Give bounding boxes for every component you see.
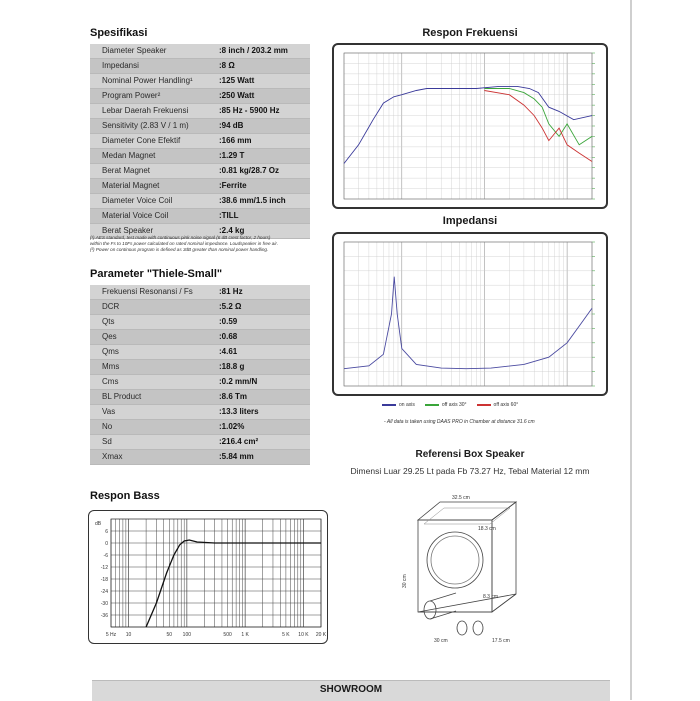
- y-unit-label: dB: [95, 521, 102, 527]
- y-tick-label: -18: [100, 577, 108, 583]
- spec-row: [90, 390, 310, 405]
- spec-value: :125 Watt: [219, 76, 255, 85]
- spec-row: [90, 179, 310, 194]
- spec-value: :0.59: [219, 317, 238, 326]
- spec-value: :5.2 Ω: [219, 302, 242, 311]
- spec-label: Qms: [102, 347, 119, 356]
- legend-item-on-axis: [382, 402, 415, 408]
- spec-label: Qts: [102, 317, 115, 326]
- respon-bass-title: Respon Bass: [90, 490, 160, 502]
- spec-label: Material Magnet: [102, 181, 160, 190]
- y-tick-label: -6: [103, 553, 108, 559]
- spesifikasi-table: [90, 44, 310, 239]
- spec-row: [90, 435, 310, 450]
- port-opening: [473, 621, 483, 635]
- spec-label: Berat Speaker: [102, 226, 154, 235]
- impedansi-plot: [334, 234, 606, 394]
- spec-row: [90, 134, 310, 149]
- series-line: [344, 86, 592, 163]
- y-tick-label: 6: [105, 529, 108, 535]
- spec-row: [90, 300, 310, 315]
- woofer-inner-ring: [431, 536, 479, 584]
- impedansi-chart: [332, 232, 608, 396]
- page-edge-line: [630, 0, 632, 700]
- spec-row: [90, 59, 310, 74]
- respon-frekuensi-plot: [334, 45, 606, 207]
- chart-legend: [382, 402, 518, 408]
- y-tick-label: -30: [100, 601, 108, 607]
- spec-label: Sensitivity (2.83 V / 1 m): [102, 121, 189, 130]
- spec-value: :166 mm: [219, 136, 252, 145]
- dim-port-depth: 17.5 cm: [492, 638, 510, 644]
- port-tube-line: [430, 593, 456, 601]
- x-tick-label: 20 K: [315, 632, 327, 638]
- spec-row: [90, 360, 310, 375]
- spec-value: :250 Watt: [219, 91, 255, 100]
- spec-label: DCR: [102, 302, 120, 311]
- x-tick-label: 100: [182, 632, 192, 638]
- y-tick-label: -36: [100, 613, 108, 619]
- spec-value: :18.8 g: [219, 362, 245, 371]
- y-tick-label: -24: [100, 589, 108, 595]
- referensi-subtitle: Dimensi Luar 29.25 Lt pada Fb 73.27 Hz, Tebal Material 12 mm: [350, 466, 590, 476]
- spec-value: :0.68: [219, 332, 238, 341]
- legend-label: off axis 30°: [441, 402, 467, 408]
- spec-label: Lebar Daerah Frekuensi: [102, 106, 189, 115]
- spec-label: Cms: [102, 377, 119, 386]
- spec-label: Frekuensi Resonansi / Fs: [102, 287, 193, 296]
- spec-row: [90, 119, 310, 134]
- spec-row: [90, 420, 310, 435]
- x-tick-label: 50: [166, 632, 173, 638]
- impedansi-title: Impedansi: [442, 215, 498, 227]
- measurement-note: - All data is taken using DAAS PRO in Chamber at distance 31.6 cm: [384, 419, 535, 425]
- spec-label: BL Product: [102, 392, 142, 401]
- legend-label: on axis: [399, 402, 415, 408]
- spec-value: :38.6 mm/1.5 inch: [219, 196, 286, 205]
- spec-value: :8 Ω: [219, 61, 235, 70]
- x-tick-label: 5 K: [282, 632, 290, 638]
- referensi-title: Referensi Box Speaker: [415, 449, 525, 460]
- spec-value: :0.2 mm/N: [219, 377, 258, 386]
- spec-value: :13.3 liters: [219, 407, 259, 416]
- note-line: (¹) AES standard, test made with continuous pink noise signal (6 dB crest factor, 2 hours): [90, 235, 271, 240]
- dim-width: 30 cm: [434, 638, 448, 644]
- thiele-table: [90, 285, 310, 465]
- spec-row: [90, 209, 310, 224]
- spec-label: Diameter Voice Coil: [102, 196, 173, 205]
- series-line: [344, 277, 592, 369]
- spec-row: [90, 89, 310, 104]
- spec-value: :TILL: [219, 211, 239, 220]
- spesifikasi-notes: [90, 235, 320, 253]
- spec-value: :Ferrite: [219, 181, 247, 190]
- dim-inner: 18.3 cm: [478, 526, 496, 532]
- box-speaker-drawing: [400, 490, 540, 650]
- spec-label: No: [102, 422, 113, 431]
- woofer-outer-ring: [427, 532, 483, 588]
- spec-row: [90, 450, 310, 465]
- spec-label: Qes: [102, 332, 117, 341]
- showroom-footer: [92, 680, 610, 701]
- legend-swatch: [425, 404, 439, 406]
- spec-value: :2.4 kg: [219, 226, 245, 235]
- spec-row: [90, 164, 310, 179]
- spec-value: :81 Hz: [219, 287, 243, 296]
- spec-label: Berat Magnet: [102, 166, 151, 175]
- spec-label: Mms: [102, 362, 120, 371]
- spec-label: Vas: [102, 407, 116, 416]
- spec-label: Impedansi: [102, 61, 139, 70]
- bass-curve: [146, 540, 321, 627]
- spec-row: [90, 74, 310, 89]
- plot-border: [111, 519, 321, 627]
- legend-swatch: [382, 404, 396, 406]
- spec-label: Nominal Power Handling¹: [102, 76, 193, 85]
- spec-label: Sd: [102, 437, 112, 446]
- box-bottom-edge: [418, 594, 516, 612]
- spec-row: [90, 285, 310, 300]
- dim-port: 8.3 cm: [483, 594, 499, 600]
- spec-row: [90, 330, 310, 345]
- spec-value: :0.81 kg/28.7 Oz: [219, 166, 280, 175]
- spesifikasi-title: Spesifikasi: [90, 27, 148, 39]
- legend-swatch: [477, 404, 491, 406]
- x-tick-label: 5 Hz: [105, 632, 117, 638]
- respon-bass-chart: [88, 510, 328, 644]
- spec-label: Diameter Speaker: [102, 46, 167, 55]
- spec-row: [90, 149, 310, 164]
- spec-value: :8 inch / 203.2 mm: [219, 46, 288, 55]
- spec-value: :1.02%: [219, 422, 245, 431]
- spec-value: :1.29 T: [219, 151, 245, 160]
- legend-item-off-axis-60: [477, 402, 519, 408]
- spec-row: [90, 405, 310, 420]
- note-line: within the Fs to 10Fs power calculated on rated nominal impedance. Loudspeaker in free air.: [90, 241, 279, 246]
- spec-row: [90, 315, 310, 330]
- spec-label: Xmax: [102, 452, 123, 461]
- spec-value: :85 Hz - 5900 Hz: [219, 106, 280, 115]
- x-tick-label: 10 K: [298, 632, 309, 638]
- spec-value: :8.6 Tm: [219, 392, 248, 401]
- dim-height: 30 cm: [402, 574, 408, 588]
- x-tick-label: 500: [223, 632, 232, 638]
- respon-bass-plot: [89, 511, 327, 643]
- showroom-label: SHOWROOM: [319, 684, 383, 695]
- spec-label: Program Power²: [102, 91, 161, 100]
- spec-label: Material Voice Coil: [102, 211, 169, 220]
- spec-row: [90, 104, 310, 119]
- legend-label: off axis 60°: [493, 402, 519, 408]
- respon-frekuensi-title: Respon Frekuensi: [422, 27, 518, 39]
- y-tick-label: -12: [100, 565, 108, 571]
- x-tick-label: 1 K: [241, 632, 249, 638]
- spec-label: Medan Magnet: [102, 151, 156, 160]
- legend-item-off-axis-30: [425, 402, 467, 408]
- spec-value: :4.61: [219, 347, 238, 356]
- box-front-face: [418, 520, 492, 612]
- dim-depth-top: 32.5 cm: [452, 495, 470, 501]
- spec-value: :5.84 mm: [219, 452, 254, 461]
- note-line: (²) Power on continous program is defined as 3dB greater than nominal power handling.: [90, 247, 269, 252]
- port-opening: [457, 621, 467, 635]
- respon-frekuensi-chart: [332, 43, 608, 209]
- spec-row: [90, 194, 310, 209]
- spec-row: [90, 345, 310, 360]
- x-tick-label: 10: [125, 632, 132, 638]
- spec-label: Diameter Cone Efektif: [102, 136, 181, 145]
- thiele-title: Parameter "Thiele-Small": [90, 268, 223, 280]
- spec-row: [90, 44, 310, 59]
- spec-value: :94 dB: [219, 121, 244, 130]
- spec-row: [90, 375, 310, 390]
- y-tick-label: 0: [105, 541, 108, 547]
- spec-value: :216.4 cm²: [219, 437, 259, 446]
